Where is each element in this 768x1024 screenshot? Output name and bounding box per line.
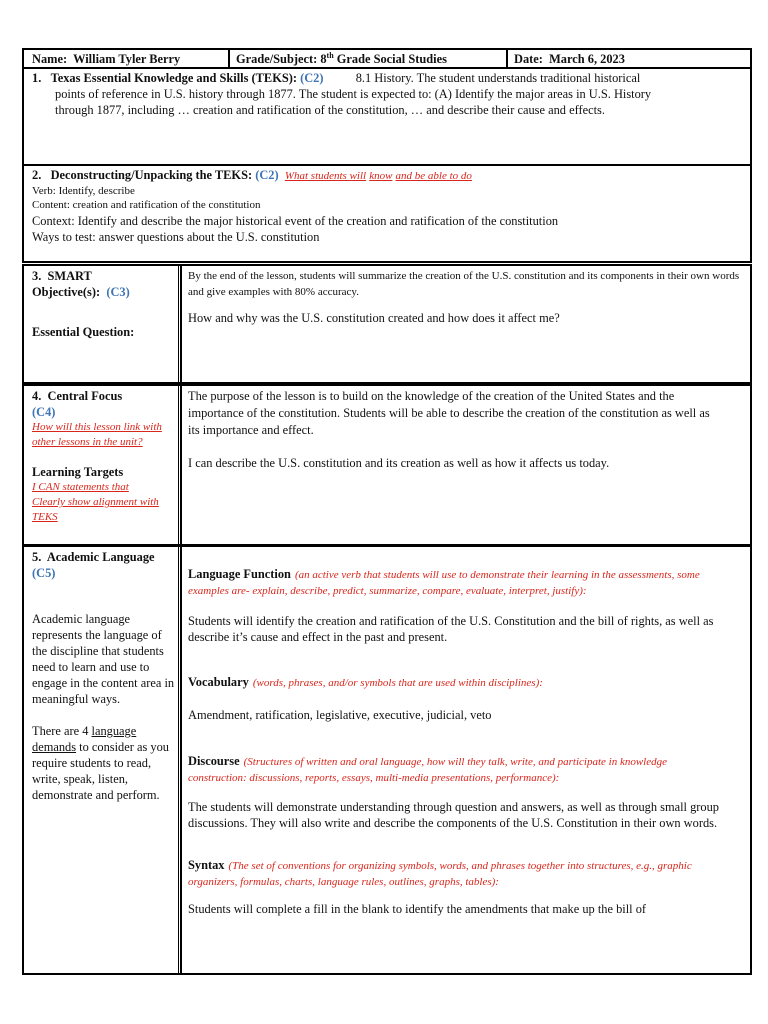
language-demands-link: language demands [32, 724, 137, 754]
academic-language-content: Language Function (an active verb that students will use to demonstrate their learning in the assessments, some examples are- explain, describe, predict, summarize, compare, evaluate, interpret, justify): Students will identify the creation and ratification of the U.S. Constitution and the bill of rights, as well as describe it’s cause and effect in the past and present. Vocabulary (words, phrases, and/or symbols that are used within disciplines): Amendment, ratification, legislative, executive, judicial, veto Discourse (Structures of written and oral language, how will they talk, write, and participate in knowledge construction: discussions, reports, essays, multi-media presentations, performance): The students will demonstrate understanding through question and answers, as well as through small group discussions. They will also write and describe the components of the U.S. Constitution in their own words. Syntax (The set of conventions for organizing symbols, words, and phrases together into structures, e.g., graphic organizers, formulas, charts, language rules, outlines, graphs, tables): Students will complete a fill in the blank to identify the amendments that make up the bill of [188, 567, 719, 916]
unpacking-content: 2. Deconstructing/Unpacking the TEKS: (C2) What students will know and be able to do Verb: Identify, describe Content: creation and ratification of the constitution Context: Identify and describe the major historical event of the creation and ratification of the constitution Ways to test: answer questions about the U.S. constitution [32, 168, 559, 244]
academic-language-label: 5. Academic Language (C5) Academic language represents the language of the discipline that students need to learn and use to engage in the content area in meaningful ways. There are 4 language demands to consider as you require students to read, write, speak, listen, demonstrate and perform. [32, 550, 175, 802]
smart-content: By the end of the lesson, students will summarize the creation of the U.S. constitution and its components in their own words and give examples with 80% accuracy. How and why was the U.S. constitution created and how does it affect me? [188, 270, 740, 325]
smart-label: 3. SMART Objective(s): (C3) Essential Question: [32, 269, 135, 339]
teks-content: 1. Texas Essential Knowledge and Skills (TEKS): (C2) 8.1 History. The student understands traditional historical points of reference in U.S. history through 1877. The student is expected to: (A) Identify the major areas in U.S. History through 1877, including … creation and ratification of the constitution, … and describe their cause and effects. [32, 71, 652, 117]
date-field: Date: March 6, 2023 [514, 52, 625, 66]
name-field: Name: William Tyler Berry [32, 52, 181, 66]
grade-field: Grade/Subject: 8th Grade Social Studies [236, 50, 447, 66]
central-focus-content: The purpose of the lesson is to build on the knowledge of the creation of the United States and the importance of the constitution. Students will be able to describe the creation of the constitution as well as its importance and effect. I can describe the U.S. constitution and its creation as well as how it affects us today. [188, 389, 710, 470]
central-focus-label: 4. Central Focus (C4) How will this lesson link with other lessons in the unit? Learning Targets I CAN statements that Clearly show alignment with TEKS [32, 389, 162, 523]
